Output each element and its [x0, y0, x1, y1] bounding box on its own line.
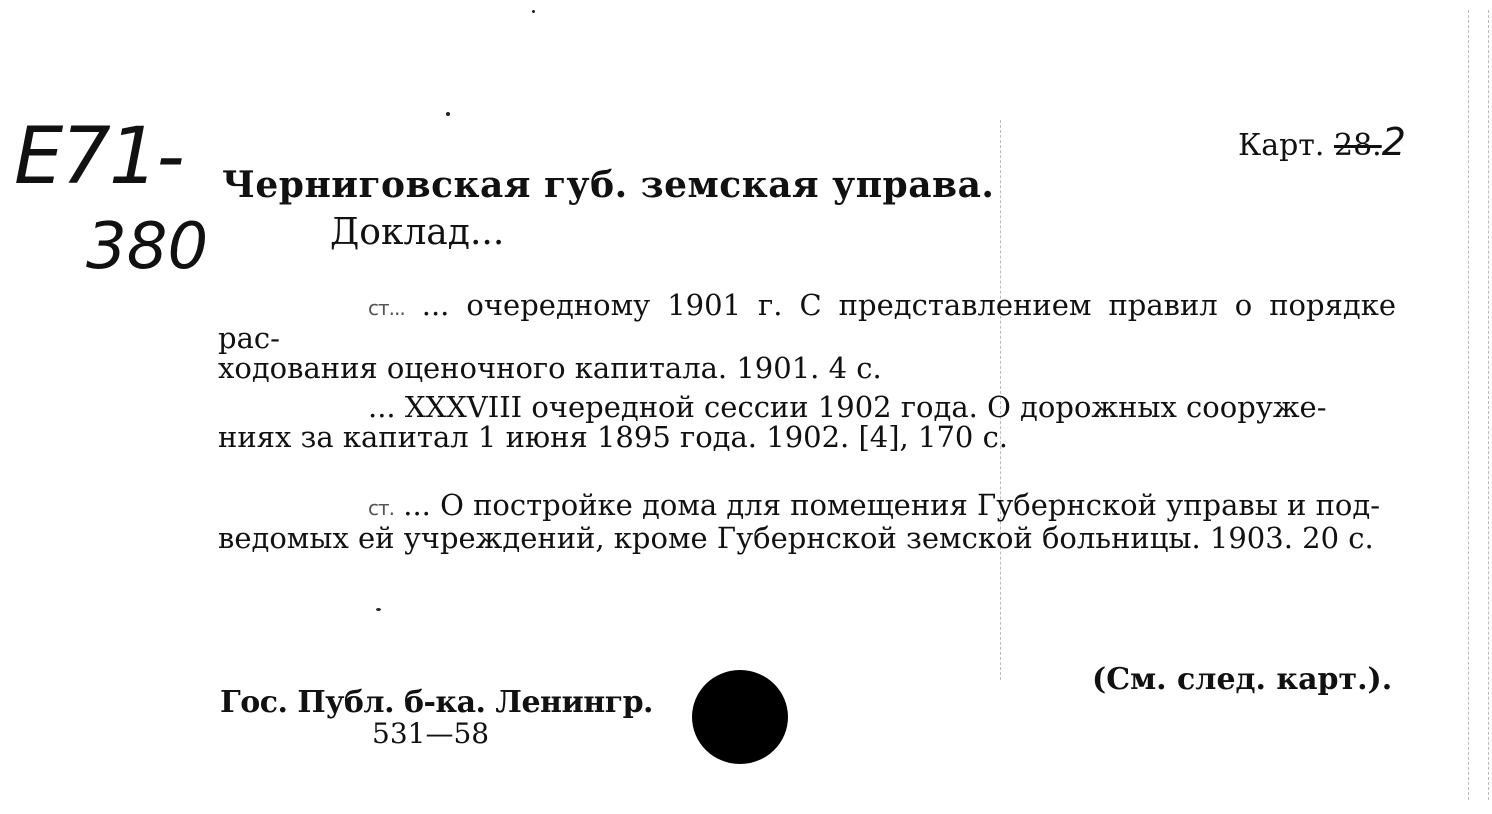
bibliographic-entry — [218, 490, 1396, 553]
card-number-handwritten: 2 — [1381, 120, 1406, 164]
card-number-label: Карт. — [1238, 128, 1325, 163]
entry-rest: ведомых ей учреждений, кроме Губернской земской больницы. 1903. 20 с. — [218, 521, 1374, 555]
entry-first-text: ... очередному 1901 г. С представлением правил о порядке рас- — [218, 288, 1397, 355]
card-heading: Черниговская губ. земская управа. — [222, 164, 995, 206]
entry-first-text: ... О постройке дома для помещения Губернской управы и под- — [403, 488, 1381, 522]
continuation-note: (См. след. карт.). — [1092, 662, 1393, 697]
bibliographic-entry — [218, 290, 1396, 383]
entry-mark: ст. — [368, 496, 395, 520]
library-number: 531—58 — [372, 717, 490, 750]
punch-hole — [692, 670, 788, 764]
entry-first-text: ... XXXVIII очередной сессии 1902 года. О дорожных сооруже- — [368, 390, 1327, 424]
card-number — [1238, 120, 1406, 164]
bibliographic-entry — [218, 392, 1396, 452]
entry-first-line — [218, 490, 1396, 523]
entry-first-line — [218, 290, 1396, 353]
scan-line — [1468, 10, 1469, 800]
entry-rest: ходования оценочного капитала. 1901. 4 с. — [218, 351, 882, 385]
entry-first-line — [218, 392, 1396, 422]
library-stamp: Гос. Публ. б-ка. Ленингр. — [220, 685, 654, 720]
entry-mark: ст... — [368, 296, 405, 320]
scan-line — [1488, 10, 1489, 800]
call-number-line1: E71- — [14, 112, 183, 202]
entry-rest: ниях за капитал 1 июня 1895 года. 1902. [4], 170 с. — [218, 420, 1009, 454]
card-subheading: Доклад... — [330, 212, 505, 253]
call-number-line2: 380 — [86, 210, 209, 284]
scan-speck — [532, 10, 535, 13]
card-number-printed: 28. — [1334, 128, 1382, 163]
scan-speck — [376, 608, 381, 611]
scan-speck — [446, 112, 450, 116]
